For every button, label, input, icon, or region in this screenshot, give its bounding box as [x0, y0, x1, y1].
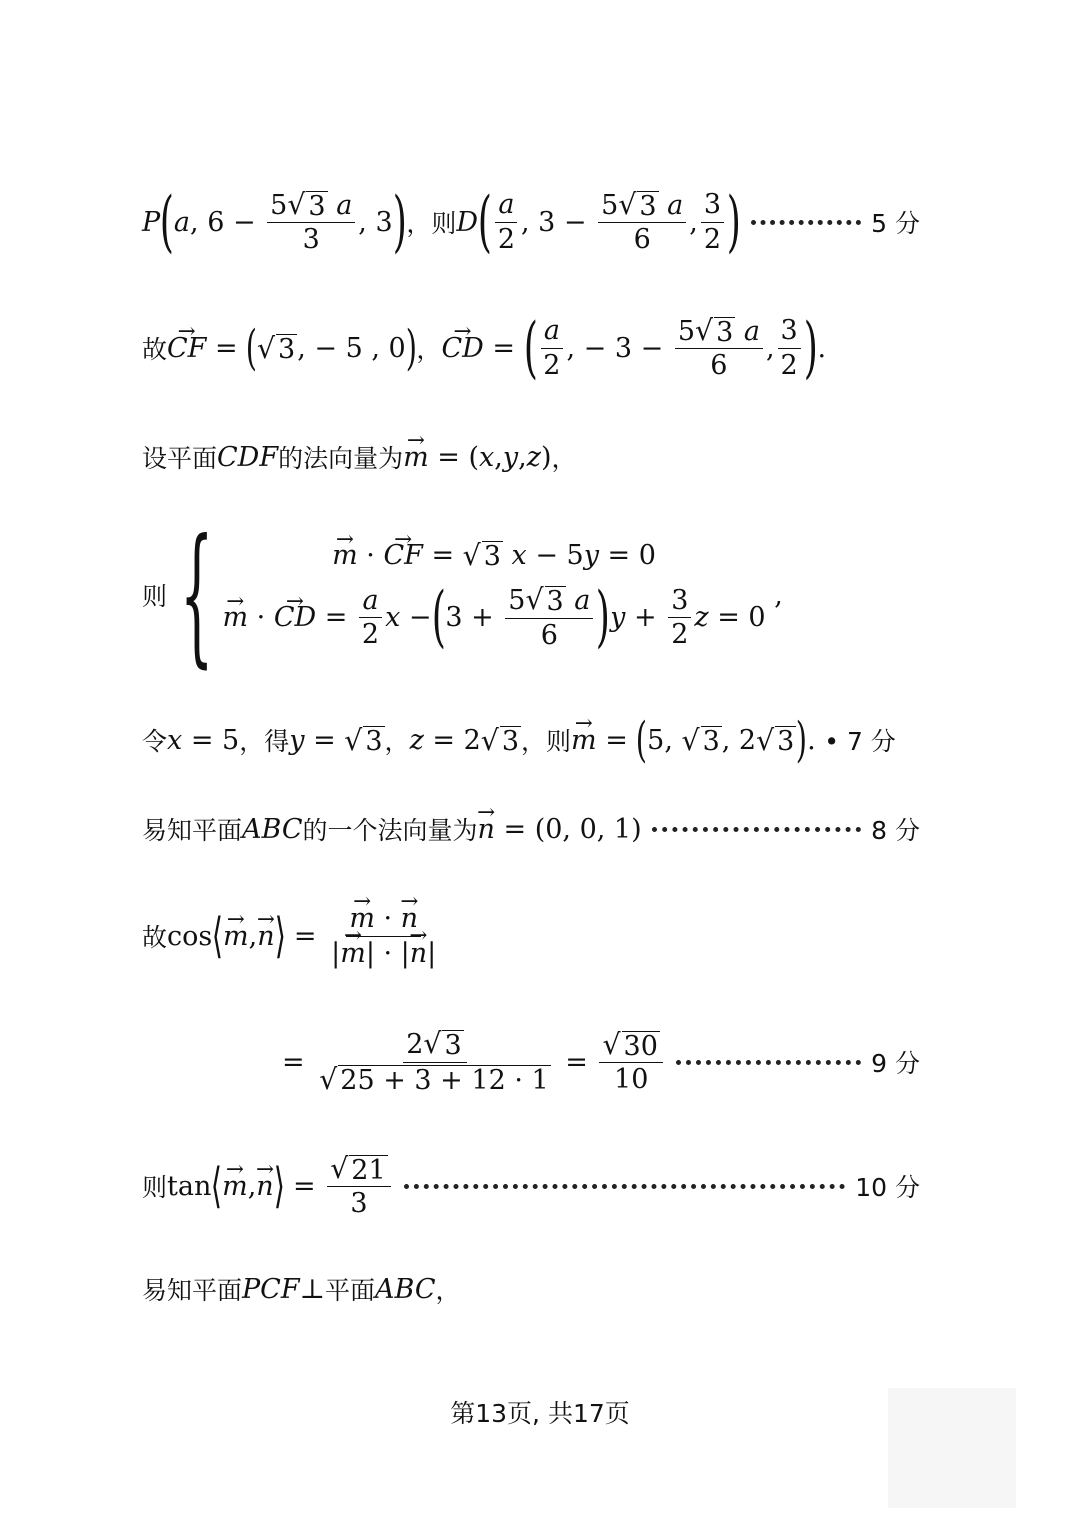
comma: ，	[435, 1276, 461, 1305]
math-text: ,	[765, 332, 775, 364]
fraction: $\frac{a}{2}$	[540, 315, 563, 380]
fraction: $\frac{a}{2}$	[495, 189, 518, 254]
math-text: , − 5 , 0	[297, 332, 406, 364]
fraction: $\frac{3}{2}$	[701, 189, 724, 254]
text-so: 故	[142, 335, 168, 364]
score-label: 5 分	[871, 209, 920, 238]
text-set: 设平面	[142, 444, 218, 473]
perp-symbol: ⊥	[299, 1273, 325, 1305]
math-text: , 6 −	[190, 206, 265, 238]
math-text: z = 2	[409, 724, 481, 756]
math-text: = (0, 0, 1)	[494, 813, 642, 845]
math-line-7: 故 cos ⟨ → m , → n ⟩ = → $\frac{m \cdot \to n}{|\to m| \cdot |\to n|}$	[142, 888, 920, 984]
math-text: x = 5	[167, 724, 240, 756]
math-text: .	[817, 332, 827, 364]
math-line-9: 则 tan ⟨ → m , → n ⟩ = √ 21 3 10 分	[142, 1146, 920, 1226]
fraction: $\frac{3}{2}$	[778, 315, 801, 380]
text-normal: 的法向量为	[278, 444, 404, 473]
fraction: 2 √ 3 √ 25 + 3 + 12 · 1	[319, 1026, 549, 1097]
score-label: • 7 分	[824, 727, 896, 756]
paren-close: )	[803, 309, 818, 386]
text-then: ，则	[406, 209, 457, 238]
text-plane: 平面	[324, 1276, 375, 1305]
paren-open: (	[636, 712, 648, 768]
leader-dots	[676, 1060, 861, 1065]
angle-close: ⟩	[273, 1158, 285, 1214]
paren-close: )	[392, 183, 407, 260]
fraction: √ 21 3	[327, 1153, 390, 1220]
vector-n: → n	[478, 814, 495, 845]
vector-m: → m	[571, 725, 597, 756]
angle-open: ⟨	[211, 908, 224, 964]
plane-cdf-label: CDF	[217, 441, 279, 473]
leader-dots	[652, 827, 861, 832]
angle-close: ⟩	[274, 908, 286, 964]
text-then: 则	[142, 1173, 168, 1202]
paren-close: )	[796, 712, 808, 768]
score-label: 9 分	[871, 1049, 920, 1078]
math-text: ,	[765, 579, 783, 611]
math-text: =	[284, 1170, 325, 1202]
math-line-5: 令 x = 5 ，得 y = √ 3 ， z = 2 √ 3 ，则 → m = ( 5, √ 3 , 2 √ 3 ) . • 7 分	[142, 712, 920, 768]
equation-1: → m · → CF = √ 3 x − 5y = 0	[222, 539, 765, 572]
angle-open: ⟨	[211, 1158, 223, 1214]
math-text: =	[282, 1046, 314, 1078]
text-normal: 的一个法向量为	[302, 816, 478, 845]
math-line-1	[142, 180, 920, 264]
fraction: 5 √ 3 a 6	[598, 189, 686, 256]
leader-dots	[404, 1184, 846, 1189]
math-text: , 3 −	[521, 206, 596, 238]
math-text: =	[285, 920, 326, 952]
page-footer: 第13页, 共17页	[450, 1399, 630, 1428]
paren-close: )	[726, 183, 742, 260]
plane-abc-label: ABC	[242, 813, 303, 845]
vector-m: → m	[403, 442, 429, 473]
paren-open: (	[245, 320, 258, 376]
math-line-8	[282, 1020, 920, 1104]
text-so: 故	[142, 923, 168, 952]
vector-cd: → CD	[441, 333, 483, 364]
math-text: 5,	[647, 724, 682, 756]
comma: ，	[416, 335, 442, 364]
math-text: = (x,y,z)	[428, 441, 552, 473]
math-text: =	[483, 332, 524, 364]
math-text: , 3	[358, 206, 393, 238]
text-let: 令	[142, 727, 168, 756]
math-text: cos	[167, 920, 213, 952]
plane-pcf-label: PCF	[242, 1273, 300, 1305]
math-text: , − 3 −	[566, 332, 672, 364]
math-text: ,	[689, 206, 698, 238]
point-p-label: P	[142, 206, 161, 238]
equation-2: → m · → CD = $\frac{a}{2}$ x − ( 3 + 5 √ 3 a 6 ) y + $\frac{3}{2}$ z = 0	[222, 584, 765, 651]
point-d-label: D	[456, 206, 479, 238]
math-text: y =	[289, 724, 345, 756]
paren-open: (	[159, 183, 175, 260]
math-text: .	[807, 724, 825, 756]
comma: ，	[551, 444, 577, 473]
leader-dots	[751, 220, 861, 225]
math-line-3	[142, 432, 920, 482]
paren-open: (	[477, 183, 493, 260]
paren-close: )	[405, 320, 417, 376]
math-line-10	[142, 1264, 920, 1314]
fraction: → $\frac{m \cdot \to n}{|\to m| \cdot |\to n|}$	[328, 903, 439, 968]
fraction: 5 √ 3 a 3	[267, 189, 355, 256]
math-text: tan	[167, 1170, 212, 1202]
sqrt: √ 3	[256, 331, 296, 365]
score-label: 8 分	[871, 816, 920, 845]
fraction: √ 30 10	[599, 1029, 662, 1096]
comma: ，	[384, 727, 410, 756]
text-easy: 易知平面	[142, 1276, 243, 1305]
text-then: 则	[142, 582, 168, 611]
math-text: =	[596, 724, 637, 756]
math-text: =	[556, 1046, 597, 1078]
text-easy: 易知平面	[142, 816, 243, 845]
vector-cf: → CF	[167, 333, 206, 364]
left-brace: {	[180, 508, 214, 682]
score-label: 10 分	[855, 1173, 920, 1202]
equation-system	[222, 539, 766, 656]
paren-open: (	[523, 309, 538, 386]
text-then: ，则	[521, 727, 572, 756]
math-line-2	[142, 306, 920, 390]
fraction: 5 √ 3 a 6	[675, 315, 763, 382]
math-line-6	[142, 804, 920, 854]
math-text: a	[173, 206, 191, 238]
plane-abc-label: ABC	[375, 1273, 436, 1305]
math-text: =	[206, 332, 247, 364]
math-line-4	[142, 508, 920, 682]
text-get: ，得	[239, 727, 290, 756]
